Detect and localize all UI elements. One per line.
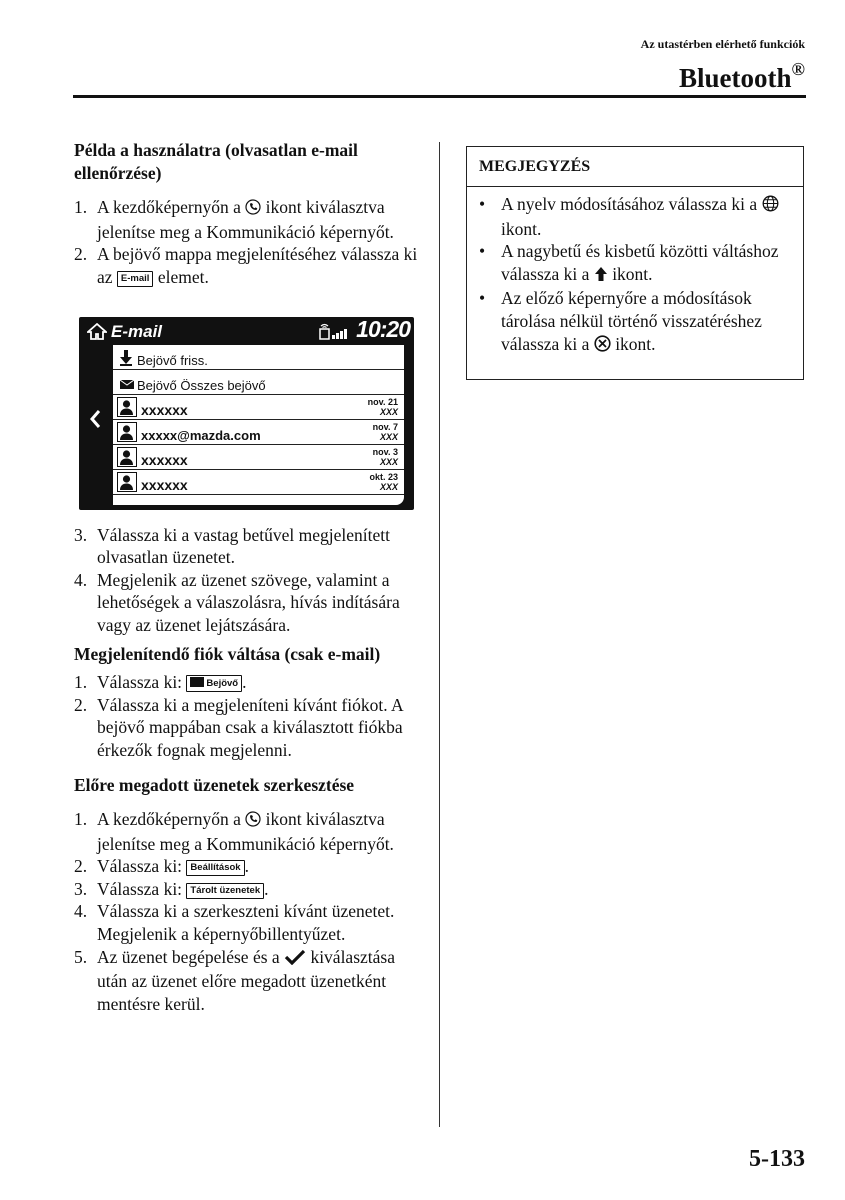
registered-mark: ® [791, 59, 805, 79]
inbox-button-label [186, 675, 242, 692]
step-text: Megjelenik az üzenet szövege, valamint a lehetőségek a válaszolásra, hívás indítására vagy az üzenet lejátszására. [97, 569, 400, 635]
page-title-text: Bluetooth [679, 63, 792, 93]
note-text: A nyelv módosításához válassza ki a [501, 194, 762, 214]
chevron-left-icon[interactable] [89, 409, 101, 435]
list-item [74, 878, 419, 901]
left-column [74, 139, 419, 1015]
step-text: A bejövő mappa megjelenítéséhez válassza ki az [97, 244, 418, 287]
inbox-button-text: Bejövő [206, 678, 239, 690]
list-item [74, 808, 419, 855]
list-item [74, 243, 419, 288]
switch-account-heading: Megjelenítendő fiók váltása (csak e-mail) [74, 643, 381, 664]
note-text: Az előző képernyőre a módosítások tárolása nélkül történő visszatéréshez válassza ki a [501, 288, 762, 354]
folder-label: Bejövő Összes bejövő [137, 377, 266, 393]
list-item [479, 193, 795, 240]
message-date-text: nov. 7 [372, 421, 398, 432]
list-item [74, 569, 419, 637]
contact-avatar-icon [117, 397, 137, 417]
screen-title: E-mail [111, 321, 163, 341]
email-screen [79, 317, 414, 510]
step-number: 1. [74, 809, 88, 830]
screen-title-bar [79, 317, 414, 345]
header-section-label: Az utastérben elérhető funkciók [640, 37, 805, 51]
step-text: A kezdőképernyőn a [97, 197, 246, 218]
list-item [74, 900, 419, 945]
step-text: Válassza ki: [97, 878, 187, 899]
bullet: • [479, 241, 486, 262]
message-date [373, 422, 398, 442]
list-item [479, 287, 795, 357]
message-time: XXX [379, 431, 398, 442]
step-text: Válassza ki a szerkeszteni kívánt üzenetet. Megjelenik a képernyőbillentyűzet. [97, 901, 395, 945]
shift-arrow-up-icon [594, 265, 608, 288]
step-number: 1. [74, 197, 88, 218]
list-item [74, 694, 419, 762]
note-text: A nagybetű és kisbetű közötti váltáshoz válassza ki a [501, 241, 779, 284]
phone-communication-icon [245, 810, 261, 833]
step-text: Az üzenet begépelése és a [97, 946, 285, 967]
cancel-circle-x-icon [594, 335, 611, 358]
page-title [679, 54, 805, 95]
bullet: • [479, 194, 486, 214]
steps-list-c [74, 671, 419, 761]
message-date [373, 447, 398, 467]
note-list [467, 187, 803, 357]
column-divider [439, 142, 440, 1127]
message-sender: xxxxxx [141, 476, 188, 493]
folder-label: Bejövő friss. [137, 352, 208, 368]
step-text: . [264, 878, 269, 899]
step-text: ikont kiválasztva jelenítse meg a Kommunikáció képernyőt. [97, 809, 394, 854]
table-row[interactable] [113, 420, 404, 445]
stored-messages-button-label: Tárolt üzenetek [186, 883, 264, 899]
phone-communication-icon [245, 198, 261, 221]
message-date-text: nov. 21 [367, 396, 398, 407]
message-date [368, 397, 398, 417]
message-time: XXX [379, 481, 398, 492]
table-row[interactable] [113, 395, 404, 420]
step-text: Válassza ki: [97, 856, 187, 877]
note-text: ikont. [610, 333, 656, 354]
note-box [466, 146, 804, 380]
step-text: Válassza ki a megjeleníteni kívánt fiókot. A bejövő mappában csak a kiválasztott fiókba érkezők fognak megjelenni. [97, 694, 403, 760]
step-text: . [244, 856, 249, 877]
step-text: elemet. [153, 266, 209, 287]
signal-status-icon [318, 322, 350, 346]
step-text: Válassza ki a vastag betűvel megjelenített olvasatlan üzenetet. [97, 524, 391, 568]
contact-avatar-icon [117, 422, 137, 442]
edit-messages-heading: Előre megadott üzenetek szerkesztése [74, 774, 355, 795]
list-item [74, 524, 419, 569]
step-number: 1. [74, 672, 88, 693]
contact-avatar-icon [117, 472, 137, 492]
envelope-icon [119, 374, 135, 397]
step-text: kiválasztása után az üzenet előre megadott üzenetként mentésre kerül. [97, 946, 395, 1014]
home-icon[interactable] [87, 323, 107, 346]
step-text: Válassza ki: [97, 672, 187, 693]
step-number: 2. [74, 856, 88, 877]
step-text: ikont kiválasztva jelenítse meg a Kommunikáció képernyőt. [97, 197, 394, 242]
message-date-text: okt. 23 [369, 471, 398, 482]
note-text: ikont. [501, 218, 542, 239]
download-icon [119, 349, 133, 372]
message-sender: xxxxxx [141, 401, 188, 418]
message-time: XXX [379, 406, 398, 417]
step-number: 3. [74, 878, 88, 899]
list-item [479, 240, 795, 287]
step-text: . [242, 672, 247, 693]
header-rule [73, 95, 806, 98]
email-list-panel [113, 345, 404, 505]
message-date-text: nov. 3 [372, 446, 398, 457]
settings-button-label: Beállítások [186, 860, 244, 876]
steps-list-a [74, 196, 419, 288]
step-number: 2. [74, 244, 88, 265]
message-sender: xxxxxx [141, 451, 188, 468]
folder-row-all[interactable] [113, 370, 404, 395]
message-sender: xxxxx@mazda.com [141, 427, 261, 443]
message-date [369, 472, 398, 492]
contact-avatar-icon [117, 447, 137, 467]
step-number: 4. [74, 901, 88, 922]
globe-icon [762, 195, 779, 218]
step-text: A kezdőképernyőn a [97, 809, 246, 830]
email-button-label: E-mail [117, 271, 154, 287]
page-number: 5-133 [749, 1146, 805, 1172]
envelope-icon [190, 677, 204, 687]
checkmark-icon [284, 948, 306, 971]
note-heading: MEGJEGYZÉS [467, 147, 803, 187]
bullet: • [479, 288, 486, 309]
message-time: XXX [379, 456, 398, 467]
step-number: 2. [74, 694, 88, 715]
step-number: 4. [74, 569, 88, 590]
note-text: ikont. [607, 263, 653, 284]
example-heading: Példa a használatra (olvasatlan e-mail ellenőrzése) [74, 140, 358, 183]
table-row[interactable] [113, 445, 404, 470]
folder-row-new[interactable] [113, 345, 404, 370]
list-item [74, 671, 419, 694]
step-number: 5. [74, 946, 88, 967]
screen-clock: 10:20 [356, 316, 410, 342]
list-item [74, 946, 419, 1016]
step-number: 3. [74, 524, 88, 545]
list-item [74, 855, 419, 878]
steps-list-b [74, 524, 419, 637]
table-row[interactable] [113, 470, 404, 495]
list-item [74, 196, 419, 243]
steps-list-d [74, 808, 419, 1015]
